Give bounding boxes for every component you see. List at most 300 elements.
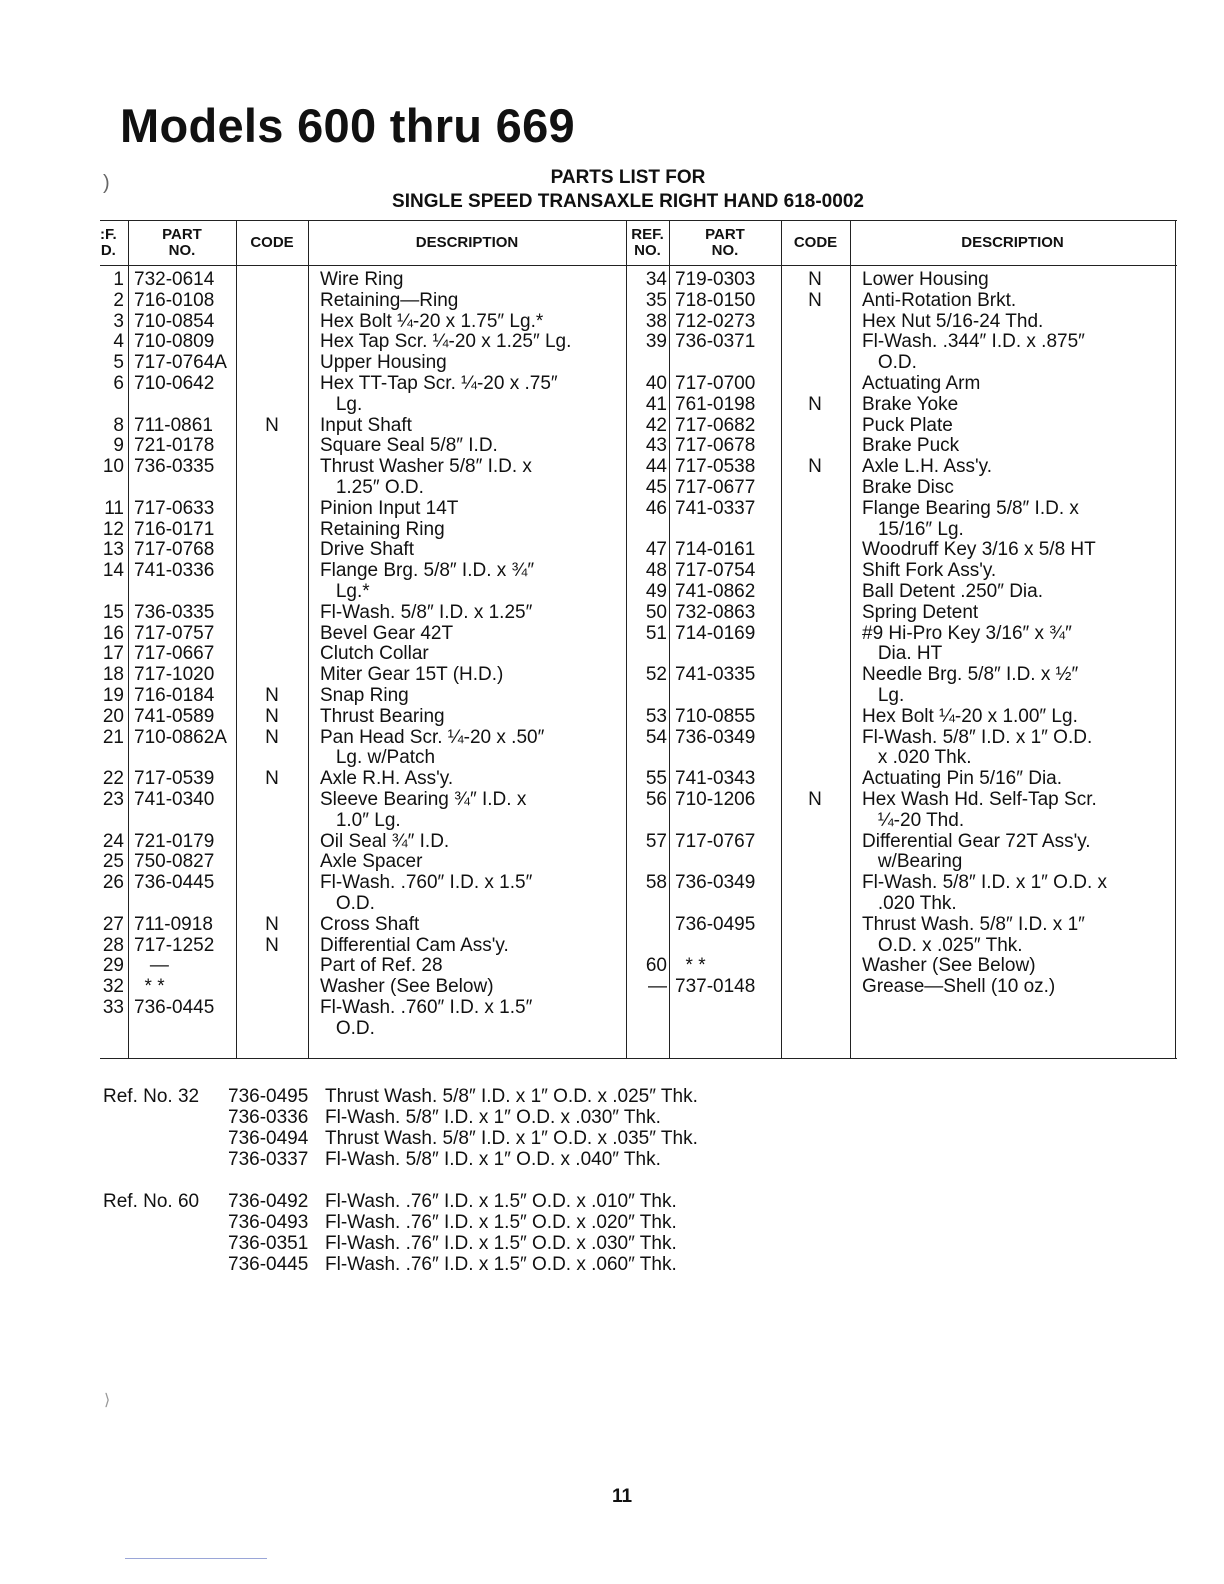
ref-no-cell xyxy=(100,811,124,832)
part-no-2-cell xyxy=(669,686,781,707)
part-no-cell: 716-0184 xyxy=(134,684,215,706)
ref-no-2-cell xyxy=(626,936,669,957)
description-2-cell: Hex Nut 5/16-24 Thd. xyxy=(862,310,1044,332)
note-row xyxy=(103,1149,698,1170)
description-2-cell xyxy=(849,1019,1175,1040)
description-cell: Lg. w/Patch xyxy=(320,747,436,769)
part-no-2-cell: 736-0349 xyxy=(675,726,756,748)
code-cell xyxy=(236,353,308,374)
ref-no-cell: 26 xyxy=(102,872,124,894)
description-cell: Snap Ring xyxy=(320,684,409,706)
description-cell: O.D. xyxy=(320,892,375,914)
description-cell: O.D. xyxy=(320,1017,375,1039)
description-cell: Thrust Bearing xyxy=(320,705,445,727)
note-part-no: 736-0445 xyxy=(228,1254,309,1275)
ref-no-cell: 13 xyxy=(102,539,124,561)
code-2-cell xyxy=(781,748,849,769)
part-no-cell: 710-0854 xyxy=(134,310,215,332)
part-no-2-cell xyxy=(669,748,781,769)
ref-no-2-cell xyxy=(626,811,669,832)
table-row xyxy=(100,956,1177,977)
description-2-cell: Shift Fork Ass'y. xyxy=(862,560,997,582)
note-part-no: 736-0494 xyxy=(228,1128,309,1149)
part-no-cell: 750-0827 xyxy=(134,851,215,873)
code-cell xyxy=(236,478,308,499)
ref-no-2-cell xyxy=(626,686,669,707)
code-2-cell xyxy=(781,624,849,645)
code-cell xyxy=(236,582,308,603)
note-label: Ref. No. 32 xyxy=(103,1086,200,1107)
description-cell: Retaining—Ring xyxy=(320,289,459,311)
code-2-cell xyxy=(781,811,849,832)
code-2-cell xyxy=(781,478,849,499)
ref-no-2-cell: 44 xyxy=(645,456,667,478)
description-2-cell: .020 Thk. xyxy=(862,892,957,914)
code-cell xyxy=(236,561,308,582)
scan-mark: ) xyxy=(103,172,110,194)
description-cell: Upper Housing xyxy=(320,352,447,374)
ref-32-notes xyxy=(103,1086,698,1170)
description-2-cell: Grease—Shell (10 oz.) xyxy=(862,976,1056,998)
part-no-2-cell: 717-0682 xyxy=(675,414,756,436)
code-cell xyxy=(236,748,308,769)
code-2-cell: N xyxy=(808,269,822,290)
description-2-cell: Brake Yoke xyxy=(862,393,959,415)
ref-no-2-cell: 42 xyxy=(645,414,667,436)
description-cell: Sleeve Bearing ¾″ I.D. x xyxy=(320,788,527,810)
note-label xyxy=(103,1233,228,1254)
code-cell: N xyxy=(265,414,279,436)
note-description: Fl-Wash. 5/8″ I.D. x 1″ O.D. x .030″ Thk. xyxy=(325,1107,661,1128)
description-cell: Hex TT-Tap Scr. ¼-20 x .75″ xyxy=(320,372,558,394)
code-cell xyxy=(236,832,308,853)
part-no-2-cell: 717-0767 xyxy=(675,830,756,852)
part-no-cell: 710-0809 xyxy=(134,331,215,353)
page-number: 11 xyxy=(611,1486,633,1507)
ref-no-cell xyxy=(100,478,124,499)
code-2-cell xyxy=(781,644,849,665)
part-no-cell: 717-0633 xyxy=(134,497,215,519)
table-row xyxy=(100,707,1177,728)
code-2-cell xyxy=(781,561,849,582)
description-cell: Wire Ring xyxy=(320,269,404,290)
part-no-cell: 736-0445 xyxy=(134,872,215,894)
note-label: Ref. No. 60 xyxy=(103,1191,200,1212)
header-part-no: PART NO. xyxy=(162,226,202,259)
description-cell: Axle Spacer xyxy=(320,851,423,873)
page-title: Models 600 thru 669 xyxy=(120,99,575,152)
code-cell xyxy=(236,291,308,312)
part-no-2-cell: 761-0198 xyxy=(675,393,756,415)
scan-mark-bottom: ⟩ xyxy=(104,1392,111,1409)
header-code-2: CODE xyxy=(793,234,838,251)
ref-no-2-cell xyxy=(626,353,669,374)
code-2-cell xyxy=(781,769,849,790)
ref-no-2-cell: 55 xyxy=(645,768,667,790)
code-cell: N xyxy=(265,768,279,790)
description-2-cell: O.D. x .025″ Thk. xyxy=(862,934,1023,956)
code-2-cell xyxy=(781,686,849,707)
ref-no-2-cell: 52 xyxy=(645,664,667,686)
part-no-cell: 736-0335 xyxy=(134,601,215,623)
description-2-cell: 15/16″ Lg. xyxy=(862,518,964,540)
ref-no-cell: 4 xyxy=(113,331,124,353)
ref-no-2-cell: 34 xyxy=(645,269,667,290)
description-cell: Drive Shaft xyxy=(320,539,414,561)
description-2-cell: Ball Detent .250″ Dia. xyxy=(862,580,1043,602)
table-row xyxy=(100,832,1177,853)
part-no-2-cell: 737-0148 xyxy=(675,976,756,998)
header-ref-no: REF. NO. xyxy=(631,226,664,259)
code-2-cell xyxy=(781,915,849,936)
description-cell: Differential Cam Ass'y. xyxy=(320,934,509,956)
description-2-cell: Lg. xyxy=(862,684,905,706)
description-cell: Square Seal 5/8″ I.D. xyxy=(320,435,498,457)
code-cell xyxy=(236,873,308,894)
part-no-2-cell: 741-0337 xyxy=(675,497,756,519)
ref-no-2-cell: 51 xyxy=(645,622,667,644)
description-cell: 1.25″ O.D. xyxy=(320,476,424,498)
table-row xyxy=(100,1019,1177,1040)
ref-no-cell: 16 xyxy=(102,622,124,644)
ref-no-2-cell: 40 xyxy=(645,372,667,394)
code-cell xyxy=(236,894,308,915)
part-no-cell: 711-0918 xyxy=(134,913,213,935)
table-row xyxy=(100,540,1177,561)
description-cell: Thrust Washer 5/8″ I.D. x xyxy=(320,456,532,478)
ref-no-2-cell: 45 xyxy=(645,476,667,498)
description-2-cell: Anti-Rotation Brkt. xyxy=(862,289,1017,311)
ref-no-2-cell: — xyxy=(648,976,667,998)
code-cell: N xyxy=(265,913,279,935)
description-cell: Oil Seal ¾″ I.D. xyxy=(320,830,450,852)
ref-no-2-cell: 56 xyxy=(645,788,667,810)
ref-no-2-cell xyxy=(626,852,669,873)
note-description: Fl-Wash. .76″ I.D. x 1.5″ O.D. x .010″ Thk. xyxy=(325,1191,677,1212)
ref-no-cell: 18 xyxy=(102,664,124,686)
ref-60-notes xyxy=(103,1191,677,1275)
part-no-2-cell: 717-0677 xyxy=(675,476,756,498)
part-no-cell: 711-0861 xyxy=(134,414,213,436)
note-part-no: 736-0493 xyxy=(228,1212,309,1233)
ref-no-2-cell: 48 xyxy=(645,560,667,582)
ref-no-2-cell: 50 xyxy=(645,601,667,623)
table-row xyxy=(100,395,1177,416)
table-row xyxy=(100,644,1177,665)
note-description: Thrust Wash. 5/8″ I.D. x 1″ O.D. x .035″ Thk. xyxy=(325,1128,698,1149)
table-row xyxy=(100,852,1177,873)
description-2-cell: Needle Brg. 5/8″ I.D. x ½″ xyxy=(862,664,1079,686)
code-2-cell xyxy=(781,873,849,894)
ref-no-cell: 5 xyxy=(113,352,124,374)
part-no-cell: 716-0108 xyxy=(134,289,215,311)
table-row xyxy=(100,811,1177,832)
code-2-cell xyxy=(781,520,849,541)
code-cell: N xyxy=(265,934,279,956)
header-part-no-2: PART NO. xyxy=(705,226,745,259)
part-no-2-cell: 741-0335 xyxy=(675,664,756,686)
ref-no-cell xyxy=(100,395,124,416)
table-row xyxy=(100,665,1177,686)
header-description-2: DESCRIPTION xyxy=(961,234,1064,251)
code-cell xyxy=(236,998,308,1019)
part-no-2-cell: 717-0754 xyxy=(675,560,756,582)
code-cell xyxy=(236,956,308,977)
part-no-cell xyxy=(124,748,236,769)
note-row xyxy=(103,1107,698,1128)
code-2-cell xyxy=(781,852,849,873)
description-2-cell: Spring Detent xyxy=(862,601,979,623)
part-no-cell: 717-0764A xyxy=(134,352,227,374)
part-no-2-cell: 718-0150 xyxy=(675,289,756,311)
code-cell xyxy=(236,1019,308,1040)
code-cell xyxy=(236,852,308,873)
part-no-2-cell: 717-0700 xyxy=(675,372,756,394)
note-row xyxy=(103,1191,677,1212)
ref-no-cell: 25 xyxy=(102,851,124,873)
code-2-cell xyxy=(781,998,849,1019)
table-row xyxy=(100,291,1177,312)
description-cell: 1.0″ Lg. xyxy=(320,809,401,831)
code-2-cell xyxy=(781,499,849,520)
code-2-cell xyxy=(781,894,849,915)
description-2-cell: Fl-Wash. 5/8″ I.D. x 1″ O.D. x xyxy=(862,872,1108,894)
table-row xyxy=(100,436,1177,457)
code-2-cell xyxy=(781,332,849,353)
table-row xyxy=(100,603,1177,624)
table-row xyxy=(100,728,1177,749)
code-2-cell xyxy=(781,416,849,437)
ref-no-cell xyxy=(100,894,124,915)
part-no-cell: 717-0768 xyxy=(134,539,215,561)
note-part-no: 736-0336 xyxy=(228,1107,309,1128)
header-description: DESCRIPTION xyxy=(415,234,519,251)
note-row xyxy=(103,1254,677,1275)
ref-no-2-cell: 60 xyxy=(645,955,667,977)
description-2-cell: Differential Gear 72T Ass'y. xyxy=(862,830,1091,852)
part-no-2-cell: 710-0855 xyxy=(675,705,756,727)
part-no-cell: 732-0614 xyxy=(134,269,215,290)
table-row xyxy=(100,977,1177,998)
ref-no-cell: 12 xyxy=(102,518,124,540)
description-2-cell: Lower Housing xyxy=(862,269,989,290)
ref-no-2-cell: 38 xyxy=(645,310,667,332)
ref-no-2-cell xyxy=(626,748,669,769)
description-cell: Part of Ref. 28 xyxy=(320,955,443,977)
ref-no-cell: 15 xyxy=(102,601,124,623)
note-row xyxy=(103,1086,698,1107)
description-2-cell: #9 Hi-Pro Key 3/16″ x ¾″ xyxy=(862,622,1072,644)
description-2-cell: ¼-20 Thd. xyxy=(862,809,965,831)
part-no-2-cell xyxy=(669,936,781,957)
ref-no-2-cell: 49 xyxy=(645,580,667,602)
code-cell xyxy=(236,457,308,478)
note-label xyxy=(103,1212,228,1233)
part-no-cell xyxy=(124,395,236,416)
ref-no-cell: 14 xyxy=(102,560,124,582)
part-no-cell xyxy=(124,894,236,915)
note-row xyxy=(103,1128,698,1149)
table-row xyxy=(100,561,1177,582)
table-row xyxy=(100,936,1177,957)
code-cell xyxy=(236,332,308,353)
code-2-cell xyxy=(781,436,849,457)
ref-no-2-cell: 57 xyxy=(645,830,667,852)
code-2-cell xyxy=(781,832,849,853)
part-no-2-cell xyxy=(669,998,781,1019)
code-2-cell xyxy=(781,977,849,998)
code-cell: N xyxy=(265,726,279,748)
ref-no-cell: 24 xyxy=(102,830,124,852)
description-2-cell: Actuating Arm xyxy=(862,372,981,394)
ref-no-cell: 9 xyxy=(113,435,124,457)
part-no-cell: 717-1020 xyxy=(134,664,215,686)
part-no-2-cell: 736-0349 xyxy=(675,872,756,894)
code-cell xyxy=(236,499,308,520)
ref-no-cell: 3 xyxy=(113,310,124,332)
part-no-2-cell: 714-0161 xyxy=(675,539,756,561)
description-cell: Input Shaft xyxy=(320,414,412,436)
note-label xyxy=(103,1107,228,1128)
table-row xyxy=(100,894,1177,915)
footer-rule xyxy=(125,1558,267,1559)
description-2-cell: x .020 Thk. xyxy=(862,747,972,769)
code-cell xyxy=(236,374,308,395)
code-cell xyxy=(236,644,308,665)
note-description: Fl-Wash. .76″ I.D. x 1.5″ O.D. x .020″ Thk. xyxy=(325,1212,677,1233)
table-row xyxy=(100,790,1177,811)
code-cell xyxy=(236,270,308,291)
code-2-cell xyxy=(781,603,849,624)
table-row xyxy=(100,353,1177,374)
part-no-cell: 716-0171 xyxy=(134,518,215,540)
description-cell: Washer (See Below) xyxy=(320,976,494,998)
table-row xyxy=(100,769,1177,790)
note-part-no: 736-0492 xyxy=(228,1191,309,1212)
description-2-cell: Thrust Wash. 5/8″ I.D. x 1″ xyxy=(862,913,1085,935)
code-cell xyxy=(236,520,308,541)
part-no-cell: — xyxy=(134,955,169,977)
code-cell xyxy=(236,436,308,457)
part-no-2-cell: 717-0678 xyxy=(675,435,756,457)
parts-list-heading: PARTS LIST FOR xyxy=(550,167,706,188)
table-row xyxy=(100,582,1177,603)
description-cell: Pinion Input 14T xyxy=(320,497,459,519)
parts-list-subheading: SINGLE SPEED TRANSAXLE RIGHT HAND 618-0002 xyxy=(392,191,864,212)
part-no-cell: 736-0445 xyxy=(134,996,215,1018)
ref-no-2-cell: 35 xyxy=(645,289,667,311)
description-2-cell: Fl-Wash. .344″ I.D. x .875″ xyxy=(862,331,1085,353)
note-row xyxy=(103,1233,677,1254)
code-2-cell: N xyxy=(808,393,822,415)
parts-table-body xyxy=(100,270,1177,1039)
description-2-cell: Brake Disc xyxy=(862,476,954,498)
ref-no-cell: 20 xyxy=(102,705,124,727)
part-no-2-cell xyxy=(669,1019,781,1040)
ref-no-2-cell xyxy=(626,894,669,915)
code-cell xyxy=(236,624,308,645)
description-cell: Axle R.H. Ass'y. xyxy=(320,768,454,790)
ref-no-2-cell xyxy=(626,644,669,665)
description-cell: Pan Head Scr. ¼-20 x .50″ xyxy=(320,726,545,748)
part-no-cell: 721-0178 xyxy=(134,435,215,457)
ref-no-cell xyxy=(100,748,124,769)
code-cell xyxy=(236,603,308,624)
description-cell: Flange Brg. 5/8″ I.D. x ¾″ xyxy=(320,560,535,582)
table-row xyxy=(100,312,1177,333)
description-2-cell: Fl-Wash. 5/8″ I.D. x 1″ O.D. xyxy=(862,726,1093,748)
code-2-cell xyxy=(781,374,849,395)
ref-no-cell: 29 xyxy=(102,955,124,977)
table-row xyxy=(100,748,1177,769)
table-row xyxy=(100,332,1177,353)
table-row xyxy=(100,374,1177,395)
ref-no-cell: 1 xyxy=(113,269,124,290)
ref-no-2-cell xyxy=(626,915,669,936)
code-2-cell xyxy=(781,540,849,561)
note-label xyxy=(103,1254,228,1275)
note-description: Fl-Wash. .76″ I.D. x 1.5″ O.D. x .030″ Thk. xyxy=(325,1233,677,1254)
ref-no-cell xyxy=(100,1019,124,1040)
part-no-2-cell: 736-0371 xyxy=(675,331,756,353)
part-no-2-cell: 741-0862 xyxy=(675,580,756,602)
part-no-2-cell: 712-0273 xyxy=(675,310,756,332)
parts-table xyxy=(100,220,1177,1059)
part-no-2-cell xyxy=(669,811,781,832)
part-no-cell: 717-0757 xyxy=(134,622,215,644)
note-description: Fl-Wash. 5/8″ I.D. x 1″ O.D. x .040″ Thk. xyxy=(325,1149,661,1170)
ref-no-cell xyxy=(100,582,124,603)
description-cell: Fl-Wash. .760″ I.D. x 1.5″ xyxy=(320,996,533,1018)
ref-no-cell: 28 xyxy=(102,934,124,956)
description-2-cell: Flange Bearing 5/8″ I.D. x xyxy=(862,497,1079,519)
table-row xyxy=(100,457,1177,478)
description-cell: Fl-Wash. .760″ I.D. x 1.5″ xyxy=(320,872,533,894)
header-code: CODE xyxy=(250,234,294,251)
description-2-cell: Hex Bolt ¼-20 x 1.00″ Lg. xyxy=(862,705,1078,727)
description-2-cell: w/Bearing xyxy=(862,851,963,873)
part-no-cell: 741-0589 xyxy=(134,705,215,727)
ref-no-2-cell: 41 xyxy=(645,393,667,415)
description-2-cell: Washer (See Below) xyxy=(862,955,1036,977)
part-no-2-cell xyxy=(669,644,781,665)
table-row xyxy=(100,686,1177,707)
code-2-cell xyxy=(781,1019,849,1040)
ref-no-2-cell xyxy=(626,1019,669,1040)
table-row xyxy=(100,416,1177,437)
part-no-cell: * * xyxy=(134,976,165,998)
table-row xyxy=(100,998,1177,1019)
description-cell: Lg.* xyxy=(320,580,370,602)
ref-no-2-cell: 53 xyxy=(645,705,667,727)
part-no-2-cell: 741-0343 xyxy=(675,768,756,790)
description-cell: Clutch Collar xyxy=(320,643,429,665)
description-2-cell: O.D. xyxy=(862,352,917,374)
code-2-cell xyxy=(781,312,849,333)
code-2-cell xyxy=(781,956,849,977)
part-no-cell: 717-1252 xyxy=(134,934,215,956)
header-ref: :F. D. xyxy=(100,226,117,259)
description-2-cell: Hex Wash Hd. Self-Tap Scr. xyxy=(862,788,1097,810)
part-no-cell: 710-0642 xyxy=(134,372,215,394)
part-no-2-cell: * * xyxy=(675,955,706,977)
code-cell xyxy=(236,811,308,832)
description-2-cell: Brake Puck xyxy=(862,435,960,457)
ref-no-2-cell xyxy=(626,520,669,541)
part-no-2-cell xyxy=(669,520,781,541)
ref-no-cell: 6 xyxy=(113,372,124,394)
description-cell: Miter Gear 15T (H.D.) xyxy=(320,664,504,686)
